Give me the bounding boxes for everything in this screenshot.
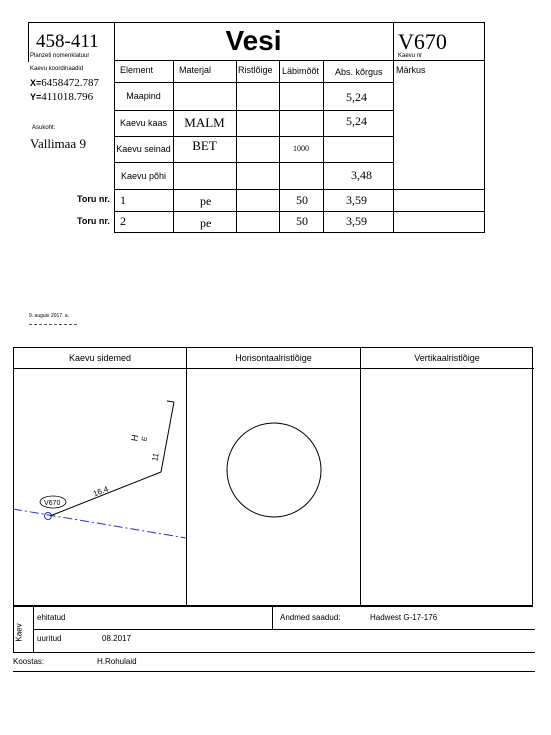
data-from-value: Hadwest G-17-176 xyxy=(370,613,438,622)
pipe-number: 1 xyxy=(120,193,126,207)
header-remarks: Märkus xyxy=(396,65,426,75)
header-element: Element xyxy=(120,65,154,75)
x-value: 6458472.787 xyxy=(41,77,100,89)
pipe-height: 3,59 xyxy=(346,193,367,207)
nomenclature-number: 458-411 xyxy=(36,31,99,52)
x-coordinate xyxy=(30,77,99,89)
pipe-height: 3,59 xyxy=(346,214,367,228)
row-element: Kaevu seinad xyxy=(116,144,171,154)
distance-1: 16.4 xyxy=(91,484,110,499)
location-value: Vallimaa 9 xyxy=(30,136,86,151)
side-label: Kaev xyxy=(14,623,24,642)
row-element: Maapind xyxy=(126,91,161,101)
pipe-line xyxy=(13,509,186,538)
data-from-label: Andmed saadud: xyxy=(280,613,341,622)
built-label: ehitatud xyxy=(37,613,66,622)
section-horizontal-title: Horisontaalristlõige xyxy=(235,353,312,363)
date-underline xyxy=(29,324,77,326)
surveyed-label: uuritud xyxy=(37,634,62,643)
nomenclature-caption: Planzeti nomenklatuur xyxy=(30,53,90,59)
measure-tick xyxy=(167,401,174,402)
h-label: H xyxy=(129,433,141,442)
coords-caption: Kaevu koordinaadid xyxy=(30,66,84,72)
pipe-diameter: 50 xyxy=(296,214,308,228)
header-cross-section: Ristlõige xyxy=(238,65,273,75)
connection-sketch xyxy=(13,368,186,606)
row-material: MALM xyxy=(184,115,225,130)
y-label: Y= xyxy=(30,92,42,102)
pipe-material: pe xyxy=(200,194,212,208)
pipe-label: Toru nr. xyxy=(77,216,110,226)
footer xyxy=(13,606,535,672)
header-diameter: Läbimõõt xyxy=(282,66,320,76)
row-element: Kaevu kaas xyxy=(119,118,168,128)
row-height: 5,24 xyxy=(346,114,367,128)
pipe-label: Toru nr. xyxy=(77,194,110,204)
distance-2: 11 xyxy=(150,452,161,462)
pipe-row xyxy=(0,211,551,233)
card-title: Vesi xyxy=(225,25,282,56)
measure-line-2 xyxy=(161,402,174,472)
section-connections-title: Kaevu sidemed xyxy=(68,353,132,363)
header-abs-height: Abs. kõrgus xyxy=(335,67,383,77)
surveyed-date: 08.2017 xyxy=(102,634,131,643)
well-id-caption: Kaevu nr xyxy=(398,53,423,59)
pipe-diameter: 50 xyxy=(296,193,308,207)
row-element: Kaevu põhi xyxy=(120,170,167,181)
pipe-row xyxy=(0,189,551,211)
horizontal-section xyxy=(186,368,359,606)
pipe-material: pe xyxy=(200,216,212,230)
compiled-value: H.Rohulaid xyxy=(97,657,137,666)
well-circle xyxy=(227,423,321,517)
y-coordinate xyxy=(30,91,93,103)
row-material: BET xyxy=(192,138,217,153)
pipe-number: 2 xyxy=(120,214,126,228)
well-card xyxy=(0,0,551,240)
x-label: X= xyxy=(30,78,42,88)
well-label: V670 xyxy=(44,500,61,507)
header-material: Materjal xyxy=(179,65,212,75)
section-vertical-title: Vertikaalristlõige xyxy=(414,353,480,363)
well-id: V670 xyxy=(398,29,447,54)
location-label: Asukoht: xyxy=(32,125,56,131)
compiled-label: Koostas: xyxy=(13,657,45,666)
row-height: 3,48 xyxy=(351,168,372,182)
date-line: 9. augusı 2017. a. xyxy=(29,313,70,319)
row-height: 5,24 xyxy=(346,90,367,104)
e-label: E xyxy=(141,435,150,442)
row-diameter: 1000 xyxy=(293,143,309,153)
y-value: 411018.796 xyxy=(41,91,94,103)
